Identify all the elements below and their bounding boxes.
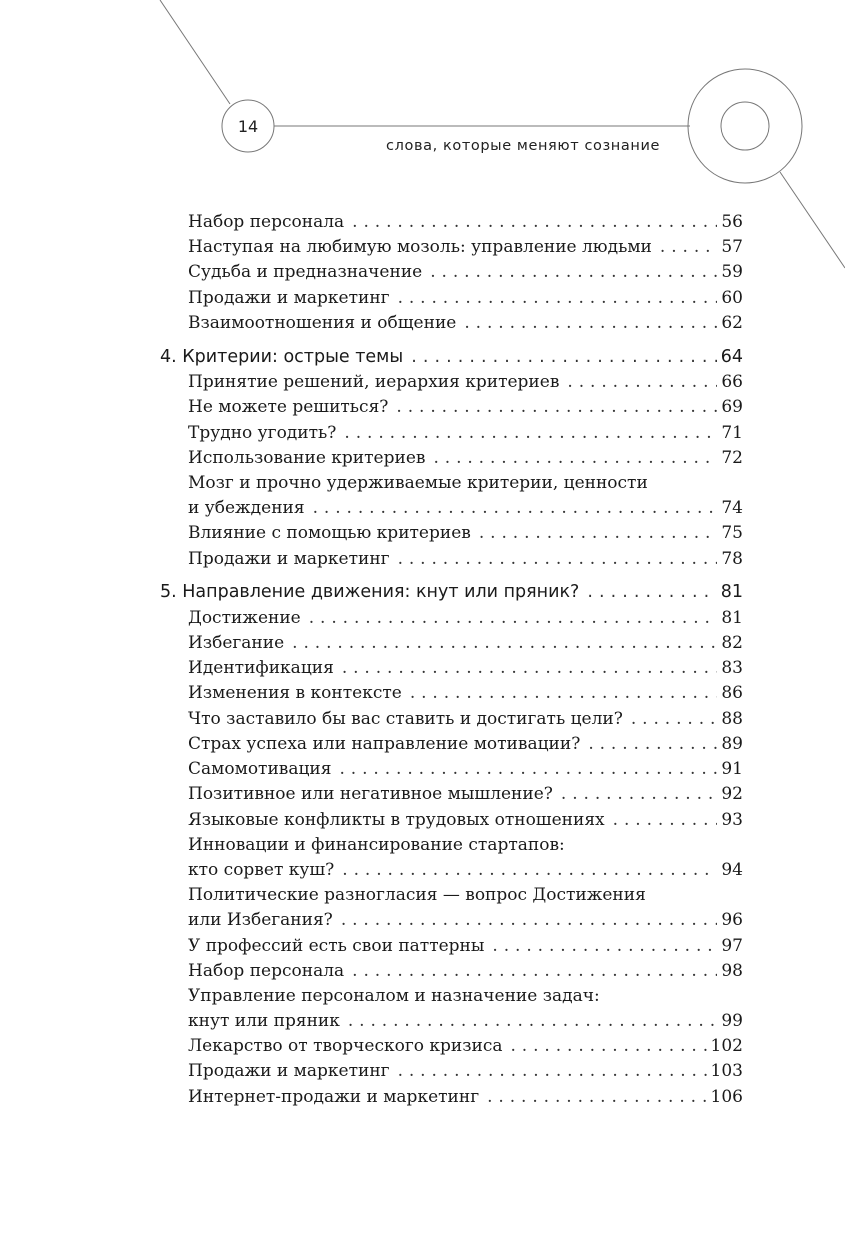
toc-entry-title: Позитивное или негативное мышление? (188, 784, 553, 804)
page-number: 14 (237, 116, 259, 136)
toc-entry-title: Лекарство от творческого кризиса (188, 1036, 503, 1056)
toc-entry-page: 57 (721, 237, 743, 257)
toc-entry-page: 78 (721, 549, 743, 569)
dot-leader (342, 858, 717, 882)
dot-leader (396, 395, 717, 419)
toc-entry[interactable] (188, 421, 743, 445)
toc-entry[interactable] (188, 260, 743, 284)
toc-chapter-heading[interactable] (160, 580, 743, 604)
toc-entry-title: Продажи и маркетинг (188, 288, 390, 308)
toc-chapter-title: 4. Критерии: острые темы (160, 347, 404, 367)
toc-entry-title: Принятие решений, иерархия критериев (188, 372, 560, 392)
dot-leader (613, 808, 718, 832)
toc-entry-title: или Избегания? (188, 910, 333, 930)
dot-leader (313, 496, 718, 520)
toc-entry[interactable] (188, 732, 743, 756)
toc-entry-title: Что заставило бы вас ставить и достигать цели? (188, 709, 623, 729)
toc-entry-page: 82 (721, 633, 743, 653)
dot-leader (587, 580, 716, 604)
toc-entry-page: 56 (721, 212, 743, 232)
toc-entry-title: У профессий есть свои паттерны (188, 936, 485, 956)
toc-chapter-heading[interactable] (160, 345, 743, 369)
toc-entry-page: 86 (721, 683, 743, 703)
toc-entry[interactable] (188, 681, 743, 705)
toc-entry[interactable] (188, 1009, 743, 1033)
dot-leader (567, 370, 717, 394)
dot-leader (510, 1034, 706, 1058)
toc-entry[interactable] (188, 782, 743, 806)
toc-entry[interactable] (188, 1034, 743, 1058)
toc-entry[interactable] (188, 370, 743, 394)
toc-entry-title: Изменения в контексте (188, 683, 402, 703)
toc-entry[interactable] (188, 757, 743, 781)
toc-chapter-title: 5. Направление движения: кнут или пряник? (160, 582, 580, 602)
dot-leader (588, 732, 717, 756)
toc-entry[interactable] (188, 235, 743, 259)
toc-entry-line1: Мозг и прочно удерживаемые критерии, ценности (188, 473, 648, 493)
toc-entry-title: Набор персонала (188, 961, 345, 981)
toc-entry-page: 69 (721, 397, 743, 417)
running-title: слова, которые меняют сознание (386, 138, 660, 154)
dot-leader (464, 311, 717, 335)
toc-entry-title: Интернет-продажи и маркетинг (188, 1087, 480, 1107)
toc-entry-title: Идентификация (188, 658, 334, 678)
toc-entry[interactable] (188, 286, 743, 310)
toc-entry-title: Продажи и маркетинг (188, 1061, 390, 1081)
dot-leader (410, 681, 718, 705)
toc-entry[interactable] (188, 446, 743, 470)
toc-entry-line1: Политические разногласия — вопрос Достижения (188, 885, 646, 905)
toc-entry-title: Языковые конфликты в трудовых отношениях (188, 810, 605, 830)
toc-chapter-page: 64 (720, 347, 743, 367)
toc-entry-page: 94 (721, 860, 743, 880)
toc-entry-title: кто сорвет куш? (188, 860, 335, 880)
toc-entry-line1: Управление персоналом и назначение задач: (188, 986, 600, 1006)
toc-entry-title: Судьба и предназначение (188, 262, 423, 282)
toc-chapter-page: 81 (720, 582, 743, 602)
dot-leader (492, 934, 717, 958)
toc-entry-page: 71 (721, 423, 743, 443)
dot-leader (398, 1059, 707, 1083)
toc-entry-page: 81 (721, 608, 743, 628)
toc-entry[interactable] (188, 959, 743, 983)
toc-entry-title: кнут или пряник (188, 1011, 340, 1031)
dot-leader (398, 286, 718, 310)
toc-entry-page: 60 (721, 288, 743, 308)
toc-entry-title: Влияние с помощью критериев (188, 523, 471, 543)
toc-entry[interactable] (188, 521, 743, 545)
dot-leader (352, 210, 717, 234)
dot-leader (433, 446, 717, 470)
toc-entry-page: 99 (721, 1011, 743, 1031)
dot-leader (348, 1009, 718, 1033)
toc-entry-page: 106 (710, 1087, 743, 1107)
dot-leader (340, 757, 718, 781)
dot-leader (561, 782, 717, 806)
toc-entry-title: Использование критериев (188, 448, 426, 468)
toc-entry-title: Взаимоотношения и общение (188, 313, 457, 333)
toc-entry-page: 88 (721, 709, 743, 729)
toc-entry[interactable] (188, 606, 743, 630)
toc-entry-title: Трудно угодить? (188, 423, 337, 443)
toc-entry-page: 74 (721, 498, 743, 518)
toc-entry[interactable] (188, 210, 743, 234)
toc-entry-page: 98 (721, 961, 743, 981)
toc-entry-page: 72 (721, 448, 743, 468)
toc-entry-page: 75 (721, 523, 743, 543)
toc-entry-title: и убеждения (188, 498, 305, 518)
toc-entry-page: 102 (710, 1036, 743, 1056)
toc-entry[interactable] (188, 311, 743, 335)
toc-entry[interactable] (188, 547, 743, 571)
dot-leader (411, 345, 717, 369)
toc-entry-page: 92 (721, 784, 743, 804)
toc-entry[interactable] (188, 1085, 743, 1109)
toc-entry[interactable] (188, 934, 743, 958)
dot-leader (292, 631, 717, 655)
dot-leader (341, 908, 718, 932)
toc-entry-title: Самомотивация (188, 759, 332, 779)
toc-entry-title: Наступая на любимую мозоль: управление людьми (188, 237, 652, 257)
toc-entry-page: 59 (721, 262, 743, 282)
toc-entry-line1: Инновации и финансирование стартапов: (188, 835, 565, 855)
toc-entry-page: 91 (721, 759, 743, 779)
dot-leader (660, 235, 717, 259)
toc-entry-title: Избегание (188, 633, 285, 653)
toc-entry-page: 96 (721, 910, 743, 930)
toc-entry[interactable] (188, 656, 743, 680)
toc-entry-title: Достижение (188, 608, 301, 628)
toc-entry-page: 83 (721, 658, 743, 678)
toc-entry[interactable] (188, 395, 743, 419)
toc-entry-page: 66 (721, 372, 743, 392)
toc-entry-title: Страх успеха или направление мотивации? (188, 734, 581, 754)
toc-entry[interactable] (188, 858, 743, 882)
dot-leader (344, 421, 717, 445)
toc-entry-title: Продажи и маркетинг (188, 549, 390, 569)
toc-entry-page: 89 (721, 734, 743, 754)
dot-leader (479, 521, 718, 545)
dot-leader (342, 656, 718, 680)
dot-leader (398, 547, 718, 571)
dot-leader (309, 606, 718, 630)
toc-entry-page: 97 (721, 936, 743, 956)
toc-entry[interactable] (188, 808, 743, 832)
toc-entry[interactable] (188, 1059, 743, 1083)
toc-entry[interactable] (188, 707, 743, 731)
toc-entry-title: Не можете решиться? (188, 397, 389, 417)
toc-entry-page: 93 (721, 810, 743, 830)
dot-leader (352, 959, 717, 983)
toc-entry[interactable] (188, 908, 743, 932)
toc-entry-page: 103 (710, 1061, 743, 1081)
toc-entry-title: Набор персонала (188, 212, 345, 232)
toc-entry[interactable] (188, 496, 743, 520)
dot-leader (631, 707, 718, 731)
dot-leader (487, 1085, 706, 1109)
toc-entry[interactable] (188, 631, 743, 655)
dot-leader (430, 260, 717, 284)
toc-entry-page: 62 (721, 313, 743, 333)
